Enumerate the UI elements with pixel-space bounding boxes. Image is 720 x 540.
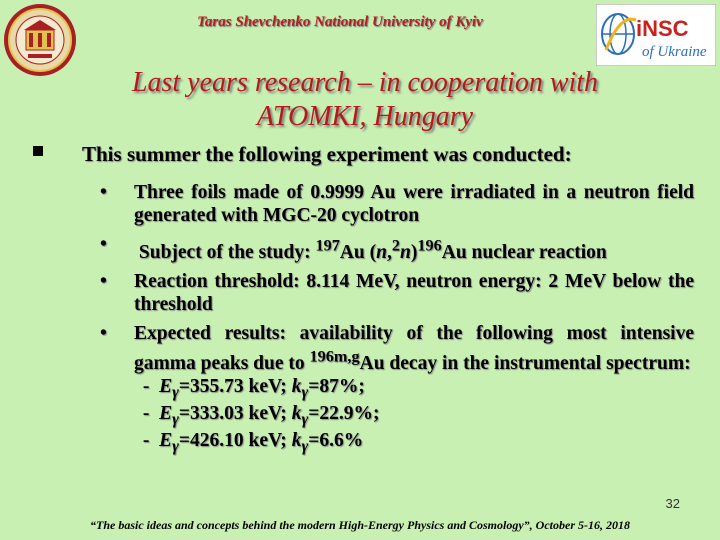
bullet-item-threshold — [98, 271, 694, 316]
bullet-dot-icon: • — [100, 271, 107, 292]
dash: - — [142, 430, 150, 452]
bullet-text — [134, 236, 607, 263]
bullet-text: Three foils made of 0.9999 Au were irradiated in a neutron field generated with MGC-20 cyclotron — [134, 182, 694, 226]
dash: - — [142, 402, 150, 424]
gamma-subscript: γ — [301, 409, 309, 428]
dash: - — [142, 375, 150, 397]
energy-label: E — [159, 375, 173, 397]
isomer-label: 196m,g — [309, 347, 360, 366]
intensity-label: k — [291, 430, 302, 452]
page-number: 32 — [665, 496, 680, 511]
bullet-item-foils — [98, 182, 694, 227]
gamma-subscript: γ — [172, 409, 179, 428]
mass-number-196: 196 — [417, 236, 442, 254]
intensity-value: =22.9%; — [308, 402, 380, 424]
gamma-peak-row — [138, 376, 694, 403]
reaction-paren: ) — [410, 241, 418, 263]
bullet-list — [98, 182, 694, 465]
logo-main-text: iNSC — [636, 16, 689, 41]
mass-number-197: 197 — [315, 236, 340, 254]
conference-footer: “The basic ideas and concepts behind the modern High-Energy Physics and Cosmology”, October 5-16, 2018 — [90, 518, 630, 532]
gamma-peak-row — [138, 430, 694, 457]
logo-sub-text: of Ukraine — [642, 44, 707, 60]
bullet-dot-icon: • — [100, 182, 107, 203]
energy-label: E — [159, 430, 173, 452]
energy-value: =426.10 keV; — [178, 430, 292, 452]
bullet-text: Reaction threshold: 8.114 MeV, neutron energy: 2 MeV below the threshold — [134, 271, 694, 315]
lead-statement: This summer the following experiment was conducted: — [82, 142, 572, 166]
expected-suffix: Au decay in the instrumental spectrum: — [359, 353, 691, 374]
bullet-dot-icon: • — [100, 323, 107, 344]
energy-label: E — [159, 402, 173, 424]
square-bullet-icon — [33, 146, 43, 156]
gamma-peak-row — [138, 403, 694, 430]
reaction-comma: , — [387, 241, 392, 263]
bullet-item-subject — [98, 234, 694, 264]
expected-prefix: Expected results: availability of the following most intensive gamma peaks due to — [134, 323, 694, 374]
energy-value: =333.03 keV; — [178, 402, 292, 424]
bullet-text — [134, 323, 694, 374]
gamma-subscript: γ — [172, 382, 179, 401]
gamma-peaks-list — [134, 376, 694, 458]
bullet-dot-icon: • — [100, 234, 107, 255]
target-element: Au ( — [339, 241, 377, 263]
bullet-item-expected — [98, 323, 694, 458]
neutron-count: 2 — [391, 236, 400, 254]
gamma-subscript: γ — [301, 382, 309, 401]
intensity-label: k — [291, 402, 302, 424]
subject-suffix: Au nuclear reaction — [441, 241, 607, 263]
outgoing-neutron-symbol: n — [400, 241, 411, 263]
gamma-subscript: γ — [172, 437, 179, 456]
neutron-symbol: n — [376, 241, 387, 263]
intensity-value: =87%; — [308, 375, 365, 397]
gamma-subscript: γ — [301, 437, 309, 456]
subject-prefix: Subject of the study: — [138, 241, 316, 263]
slide-title-line-1: Last years research – in cooperation with — [131, 67, 599, 98]
slide-title-line-2: ATOMKI, Hungary — [256, 101, 474, 132]
intensity-label: k — [291, 375, 302, 397]
intensity-value: =6.6% — [308, 430, 364, 452]
slide-title — [60, 66, 670, 134]
energy-value: =355.73 keV; — [178, 375, 292, 397]
university-name: Taras Shevchenko National University of Kyiv — [197, 14, 483, 30]
